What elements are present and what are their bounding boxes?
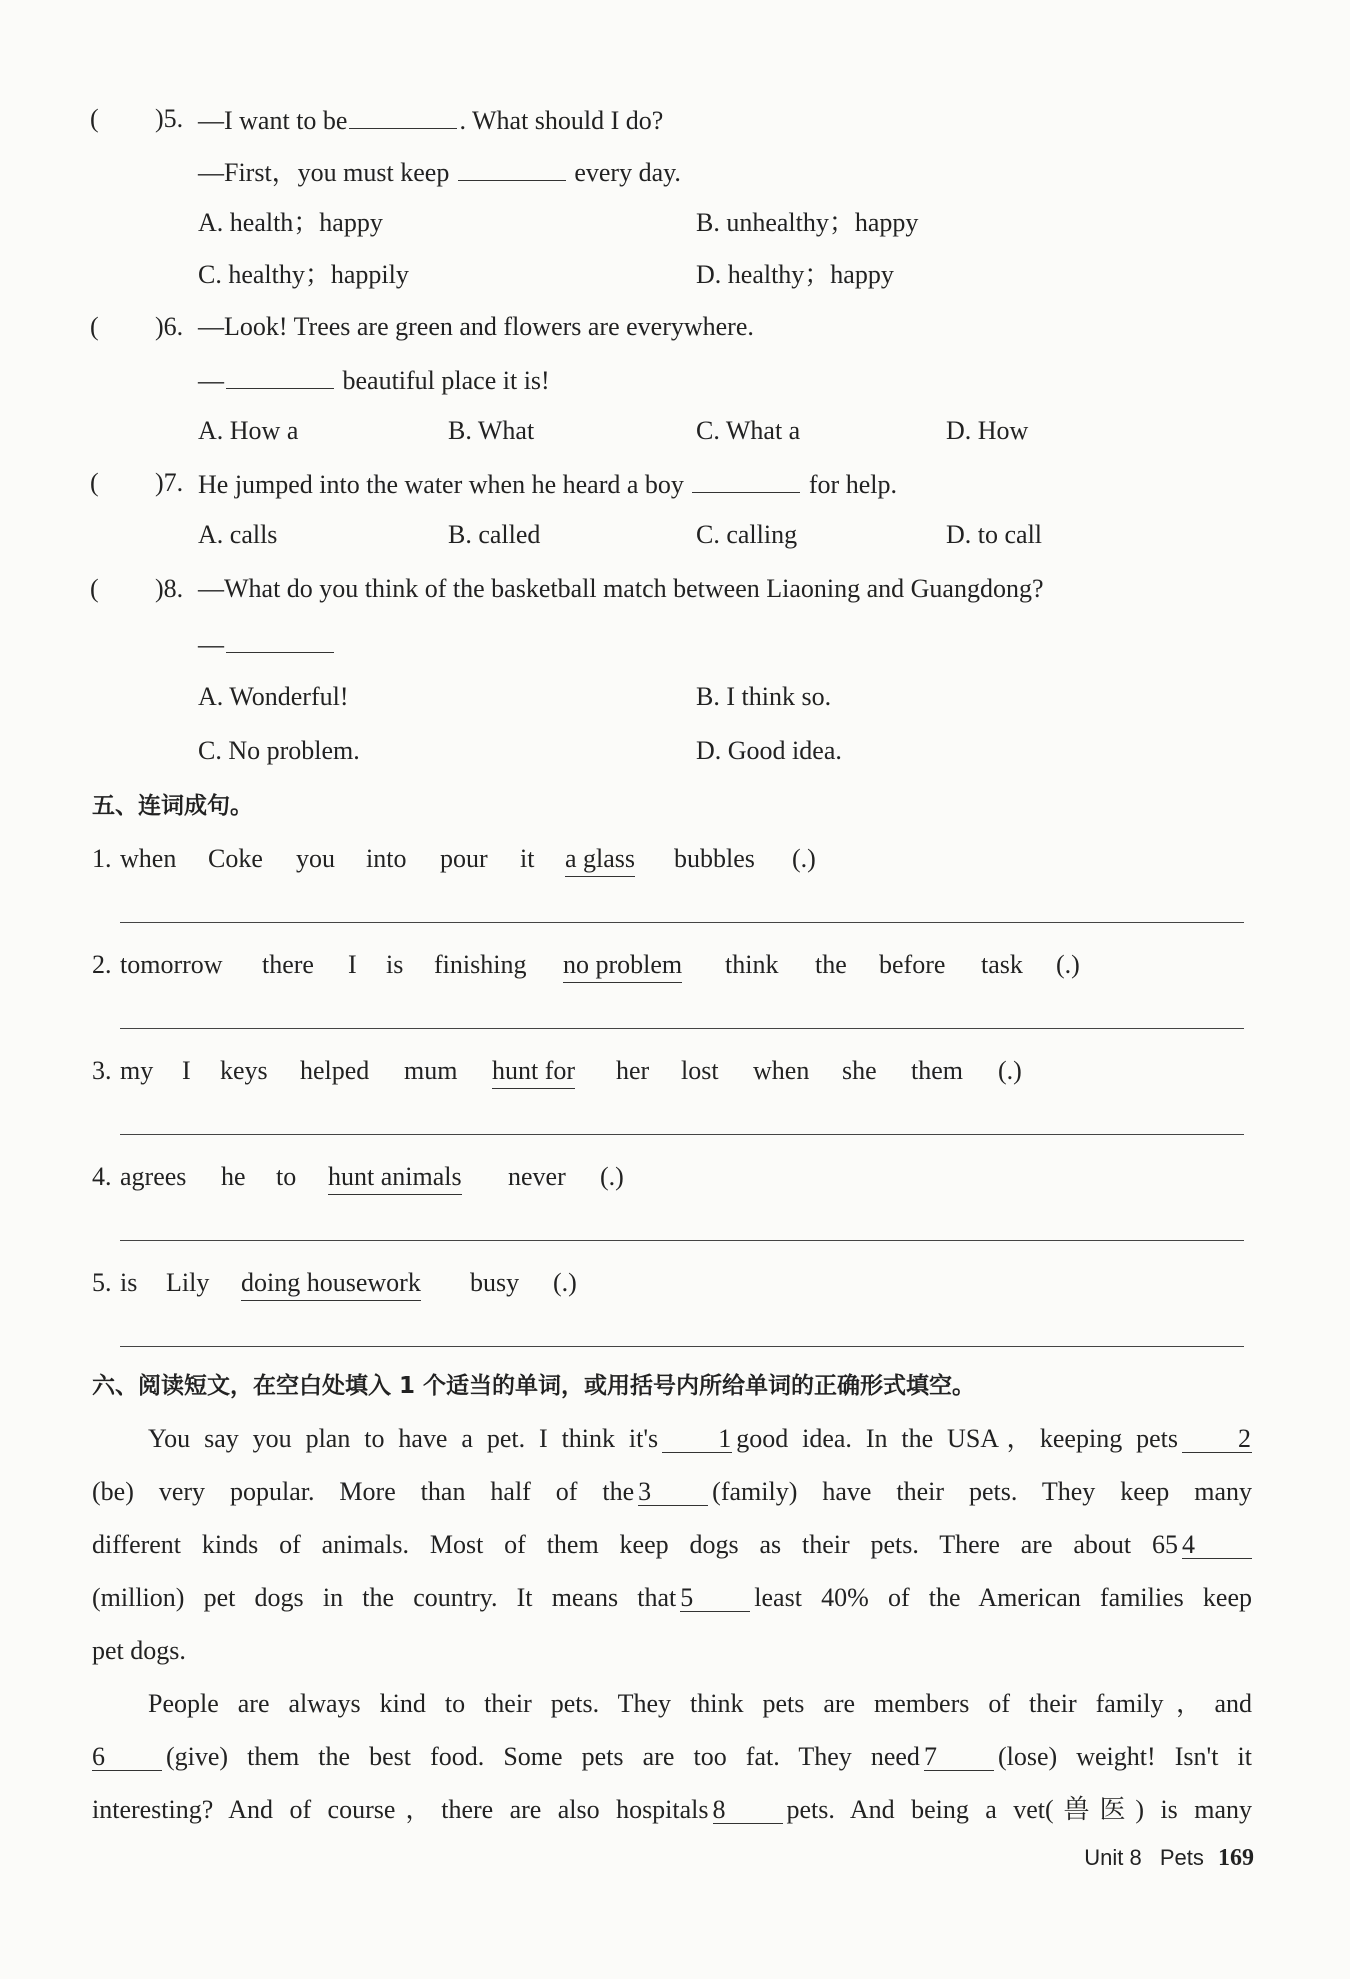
passage-text: good idea. In the USA，keeping pets (736, 1424, 1178, 1453)
scrambled-word: I (182, 1056, 191, 1085)
passage-line (92, 1571, 1252, 1624)
scrambled-word: bubbles (674, 844, 755, 873)
passage-text: (family) have their pets. They keep many (712, 1477, 1253, 1506)
passage-text: interesting? And of course，there are also hospitals (92, 1795, 709, 1824)
scrambled-word: is (386, 950, 404, 979)
end-punctuation: (.) (553, 1268, 577, 1297)
question-number: )5. (155, 104, 184, 133)
passage-text: (million) pet dogs in the country. It means that (92, 1583, 677, 1612)
question-text: —I want to be (198, 106, 348, 135)
option-a[interactable]: A. How a (198, 416, 299, 445)
scrambled-word: agrees (120, 1162, 187, 1191)
option-c[interactable]: C. healthy；happily (198, 260, 409, 289)
numbered-blank[interactable]: 8 (713, 1797, 783, 1824)
answer-line[interactable] (120, 1346, 1244, 1347)
scrambled-word: helped (300, 1056, 370, 1085)
unit-label: Unit 8 (1084, 1845, 1142, 1870)
item-number: 4. (92, 1162, 112, 1191)
question-text: — (198, 366, 224, 395)
scrambled-word: when (120, 844, 177, 873)
section-5-title: 五、连词成句。 (92, 793, 253, 819)
scrambled-word: mum (404, 1056, 458, 1085)
numbered-blank[interactable]: 2 (1182, 1426, 1252, 1453)
answer-line[interactable] (120, 1028, 1244, 1029)
option-a[interactable]: A. health；happy (198, 208, 383, 237)
scrambled-phrase: hunt for (492, 1054, 575, 1089)
passage-text: (be) very popular. More than half of the (92, 1477, 635, 1506)
answer-blank[interactable] (692, 466, 800, 493)
scrambled-word: think (725, 950, 779, 979)
item-number: 3. (92, 1056, 112, 1085)
numbered-blank[interactable]: 4 (1182, 1532, 1252, 1559)
scrambled-phrase: hunt animals (328, 1160, 462, 1195)
question-6-response (198, 362, 550, 398)
scrambled-word: I (348, 950, 357, 979)
section-6-title: 六、阅读短文，在空白处填入 1 个适当的单词，或用括号内所给单词的正确形式填空。 (92, 1373, 976, 1399)
page-number: 169 (1218, 1845, 1254, 1871)
passage-text: (lose) weight! Isn't it (997, 1742, 1252, 1771)
scrambled-word: task (981, 950, 1023, 979)
scrambled-word: you (296, 844, 335, 873)
option-c[interactable]: C. No problem. (198, 736, 360, 765)
question-text: . What should I do? (459, 106, 664, 135)
answer-bracket-open: ( (90, 468, 99, 497)
item-number: 2. (92, 950, 112, 979)
scrambled-phrase: no problem (563, 948, 682, 983)
scrambled-word: is (120, 1268, 138, 1297)
answer-blank[interactable] (458, 154, 566, 181)
scrambled-word: Coke (208, 844, 263, 873)
scrambled-word: lost (681, 1056, 719, 1085)
option-c[interactable]: C. calling (696, 520, 798, 549)
end-punctuation: (.) (792, 844, 816, 873)
scrambled-word: she (842, 1056, 877, 1085)
item-number: 1. (92, 844, 112, 873)
question-number: )8. (155, 574, 184, 603)
question-text: — (198, 630, 224, 659)
answer-line[interactable] (120, 922, 1244, 923)
passage-text: You say you plan to have a pet. I think it's (148, 1424, 659, 1453)
scrambled-word: the (815, 950, 847, 979)
answer-bracket-open: ( (90, 574, 99, 603)
passage-line: pet dogs. (92, 1636, 186, 1665)
scrambled-word: keys (220, 1056, 268, 1085)
passage-text: pets. And being a vet(兽医) is many (786, 1795, 1252, 1824)
end-punctuation: (.) (1056, 950, 1080, 979)
option-b[interactable]: B. What (448, 416, 535, 445)
unit-title: Pets (1159, 1845, 1204, 1870)
numbered-blank[interactable]: 7 (924, 1744, 994, 1771)
question-5-response (198, 154, 681, 190)
scrambled-word: Lily (166, 1268, 210, 1297)
question-number: )7. (155, 468, 184, 497)
passage-line (92, 1465, 1252, 1518)
question-8-response (198, 626, 336, 662)
option-c[interactable]: C. What a (696, 416, 801, 445)
scrambled-word: her (616, 1056, 650, 1085)
numbered-blank[interactable]: 1 (662, 1426, 732, 1453)
passage-text: different kinds of animals. Most of them keep dogs as their pets. There are about 65 (92, 1530, 1178, 1559)
option-d[interactable]: D. How (946, 416, 1029, 445)
option-d[interactable]: D. Good idea. (696, 736, 842, 765)
option-a[interactable]: A. calls (198, 520, 278, 549)
question-text: for help. (808, 470, 897, 499)
option-b[interactable]: B. unhealthy；happy (696, 208, 919, 237)
scrambled-phrase: doing housework (241, 1266, 421, 1301)
question-text: every day. (574, 158, 681, 187)
option-b[interactable]: B. called (448, 520, 541, 549)
answer-bracket-open: ( (90, 312, 99, 341)
numbered-blank[interactable]: 3 (638, 1479, 708, 1506)
option-a[interactable]: A. Wonderful! (198, 682, 349, 711)
scrambled-word: busy (470, 1268, 520, 1297)
item-number: 5. (92, 1268, 112, 1297)
passage-paragraph-2 (92, 1677, 1252, 1836)
passage-line: People are always kind to their pets. They think pets are members of their family，and (148, 1689, 1252, 1718)
scrambled-word: never (508, 1162, 566, 1191)
scrambled-word: my (120, 1056, 154, 1085)
end-punctuation: (.) (998, 1056, 1022, 1085)
answer-blank[interactable] (226, 362, 334, 389)
scrambled-word: finishing (434, 950, 527, 979)
answer-bracket-open: ( (90, 104, 99, 133)
scrambled-word: before (879, 950, 946, 979)
answer-line[interactable] (120, 1240, 1244, 1241)
question-text: —First，you must keep (198, 158, 450, 187)
passage-line (92, 1518, 1252, 1571)
option-d[interactable]: D. to call (946, 520, 1043, 549)
question-text: —What do you think of the basketball match between Liaoning and Guangdong? (198, 574, 1044, 603)
page-footer (1084, 1845, 1254, 1872)
scrambled-word: tomorrow (120, 950, 223, 979)
scrambled-word: he (221, 1162, 246, 1191)
scrambled-word: to (276, 1162, 297, 1191)
end-punctuation: (.) (600, 1162, 624, 1191)
numbered-blank[interactable]: 5 (680, 1585, 750, 1612)
passage-text: least 40% of the American families keep (754, 1583, 1253, 1612)
scrambled-word: there (262, 950, 314, 979)
option-b[interactable]: B. I think so. (696, 682, 832, 711)
answer-blank[interactable] (349, 102, 457, 129)
question-text: He jumped into the water when he heard a boy (198, 470, 684, 499)
question-text: —Look! Trees are green and flowers are everywhere. (198, 312, 754, 341)
question-text: beautiful place it is! (342, 366, 550, 395)
numbered-blank[interactable]: 6 (92, 1744, 162, 1771)
scrambled-word: it (520, 844, 535, 873)
passage-line (92, 1412, 1252, 1465)
answer-blank[interactable] (226, 626, 334, 653)
option-d[interactable]: D. healthy；happy (696, 260, 894, 289)
scrambled-phrase: a glass (565, 842, 635, 877)
passage-text: (give) them the best food. Some pets are too fat. They need (166, 1742, 920, 1771)
scrambled-word: when (753, 1056, 810, 1085)
answer-line[interactable] (120, 1134, 1244, 1135)
passage-line (92, 1783, 1252, 1836)
passage-line (92, 1730, 1252, 1783)
scrambled-word: into (366, 844, 407, 873)
scrambled-word: pour (440, 844, 488, 873)
scrambled-word: them (911, 1056, 963, 1085)
question-number: )6. (155, 312, 184, 341)
passage-paragraph-1 (92, 1412, 1252, 1624)
